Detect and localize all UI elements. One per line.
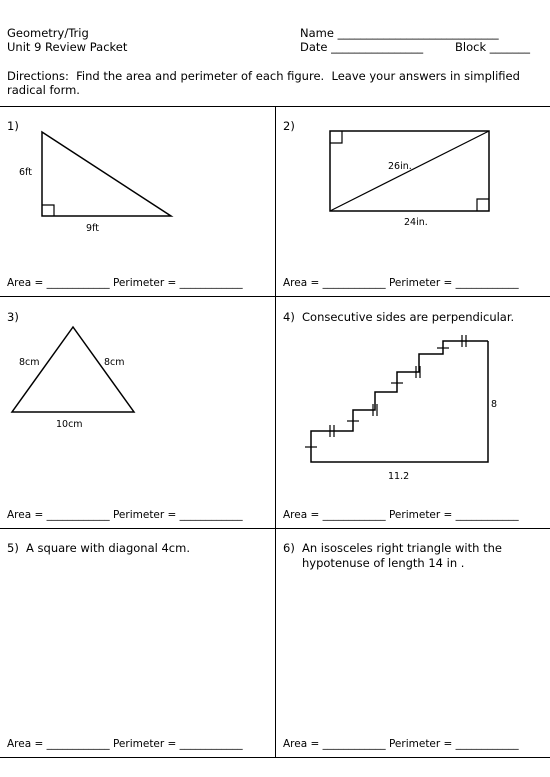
course-title: Geometry/Trig — [7, 26, 89, 40]
label-24in: 24in. — [404, 217, 428, 228]
answer-line[interactable]: Area = ____________ Perimeter = ____________ — [7, 738, 243, 750]
problem-4 — [276, 297, 550, 528]
answer-line[interactable]: Area = ____________ Perimeter = ____________ — [7, 509, 243, 521]
block-field[interactable]: Block _______ — [455, 40, 531, 54]
problem-2 — [276, 106, 550, 296]
label-9ft: 9ft — [86, 223, 99, 234]
answer-line[interactable]: Area = ____________ Perimeter = ____________ — [283, 509, 519, 521]
answer-line[interactable]: Area = ____________ Perimeter = ____________ — [283, 277, 519, 289]
label-11-2: 11.2 — [388, 471, 410, 482]
label-8: 8 — [491, 399, 498, 410]
problem-prompt-line-2: hypotenuse of length 14 in . — [302, 556, 465, 570]
label-10cm: 10cm — [56, 419, 83, 430]
problem-number: 6) — [283, 541, 295, 555]
problem-prompt: A square with diagonal 4cm. — [26, 541, 190, 555]
problem-prompt-line-1: An isosceles right triangle with the — [302, 541, 502, 555]
directions-line-1: Directions: Find the area and perimeter of each figure. Leave your answers in simplified — [7, 69, 520, 83]
problem-grid — [0, 106, 550, 758]
problem-1 — [0, 106, 275, 296]
answer-line[interactable]: Area = ____________ Perimeter = ____________ — [283, 738, 519, 750]
problem-5 — [0, 529, 275, 757]
problem-number: 2) — [283, 119, 295, 133]
problem-prompt: Consecutive sides are perpendicular. — [302, 310, 515, 324]
problem-number: 5) — [7, 541, 19, 555]
label-8cm-right: 8cm — [104, 357, 125, 368]
problem-number: 4) — [283, 310, 295, 324]
rectangle-figure — [276, 106, 550, 296]
date-field[interactable]: Date ________________ — [300, 40, 424, 54]
label-6ft: 6ft — [19, 167, 32, 178]
problem-3 — [0, 297, 275, 528]
name-field[interactable]: Name ____________________________ — [300, 26, 499, 40]
isosceles-triangle-figure — [0, 297, 275, 528]
staircase-figure — [276, 297, 550, 528]
packet-title: Unit 9 Review Packet — [7, 40, 128, 54]
problem-6 — [276, 529, 550, 757]
answer-line[interactable]: Area = ____________ Perimeter = ____________ — [7, 277, 243, 289]
directions-line-2: radical form. — [7, 83, 80, 97]
label-26in: 26in. — [388, 161, 412, 172]
label-8cm-left: 8cm — [19, 357, 40, 368]
right-triangle-figure — [0, 106, 275, 296]
problem-number: 1) — [7, 119, 19, 133]
problem-number: 3) — [7, 310, 19, 324]
